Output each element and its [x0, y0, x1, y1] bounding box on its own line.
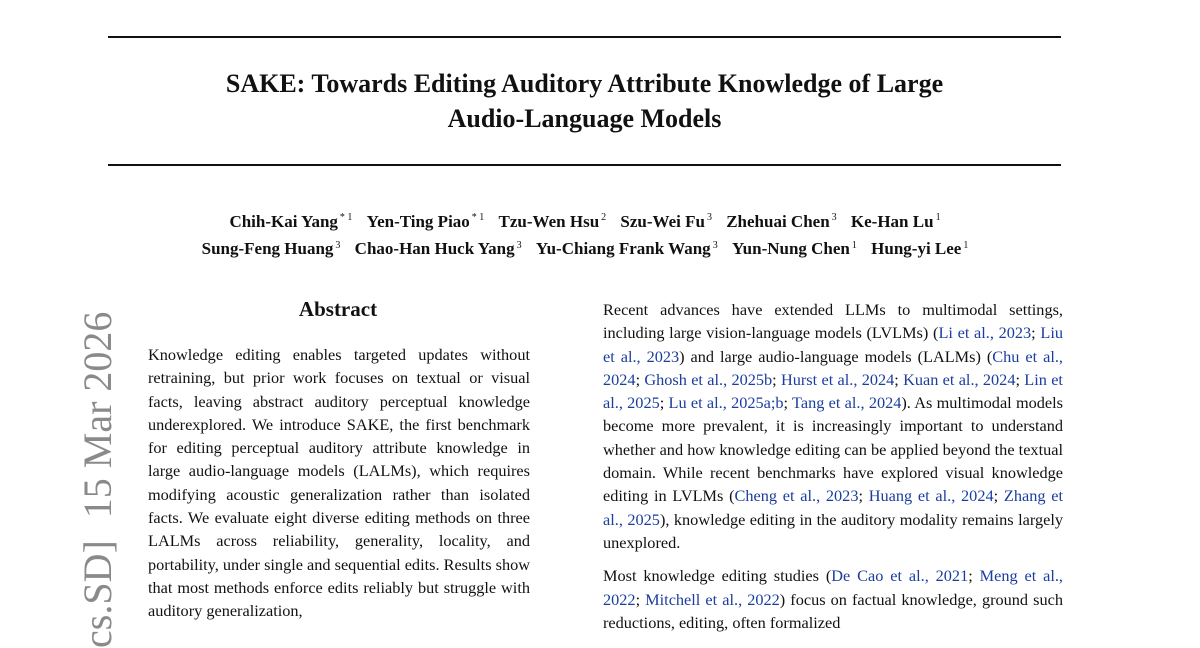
abstract-column [148, 343, 530, 633]
author-name [732, 239, 857, 258]
paragraph-text: ; [1031, 323, 1041, 343]
author-name-text: Zhehuai Chen [726, 211, 830, 231]
arxiv-category: cs.SD] [75, 540, 120, 648]
paragraph-text: ; [659, 393, 669, 413]
paragraph-text: ), knowledge editing in the auditory modality remains largely unexplored. [603, 509, 1063, 552]
title-line-2: Audio-Language Models [447, 104, 722, 133]
author-name [355, 239, 522, 258]
author-name-text: Yun-Nung Chen [731, 239, 850, 259]
citation-link[interactable]: Meng et al., 2022 [603, 566, 1064, 609]
citation-link[interactable]: Kuan et al., 2024 [903, 369, 1016, 389]
abstract-text: Knowledge editing enables targeted updates without retraining, but prior work focuses on textual or visual facts, leaving abstract auditory perceptual knowledge underexplored. We introduce SAKE, the first benchmark for editing perceptual auditory attribute knowledge in large audio-language models (LALMs), which requires modifying acoustic generalization rather than isolated facts. We evaluate eight diverse editing methods on three LALMs across reliability, generality, locality, and portability, under single and sequential edits. Results show that most methods enforce edits reliably but struggle with auditory generalization, [148, 345, 530, 621]
author-name [536, 239, 718, 258]
author-name [202, 239, 341, 258]
citation-link[interactable]: Hurst et al., 2024 [780, 369, 895, 389]
author-name-text: Ke-Han Lu [850, 211, 934, 231]
intro-paragraph-1 [603, 298, 1063, 554]
author-name-text: Szu-Wei Fu [620, 211, 705, 231]
citation-link[interactable]: Cheng et al., 2023 [734, 486, 859, 506]
author-affiliation: 3 [516, 239, 522, 251]
author-name [871, 239, 968, 258]
author-affiliation: 1 [851, 239, 857, 251]
citation-link[interactable]: Chu et al., 2024 [603, 346, 1064, 389]
paragraph-text: ; [894, 369, 904, 389]
author-name [229, 212, 352, 231]
author-name-text: Sung-Feng Huang [201, 239, 334, 259]
citation-link[interactable]: Li et al., 2023 [938, 323, 1032, 343]
paragraph-text: ) focus on factual knowledge, ground such reductions, editing, often formalized [603, 589, 1063, 632]
citation-link[interactable]: Tang et al., 2024 [792, 393, 902, 413]
author-name-text: Yen-Ting Piao [366, 211, 470, 231]
author-name [851, 212, 941, 231]
author-affiliation: 2 [601, 212, 607, 223]
paragraph-text: ; [858, 486, 869, 506]
author-name-text: Chao-Han Huck Yang [354, 239, 515, 259]
author-affiliation: 3 [831, 212, 837, 223]
paragraph-text: Most knowledge editing studies ( [603, 566, 832, 586]
paragraph-text: Recent advances have extended LLMs to multimodal settings, including large vision-language models (LVLMs) ( [603, 300, 1063, 343]
author-line-1 [60, 206, 1110, 234]
author-affiliation: 3 [335, 239, 341, 251]
citation-link[interactable]: Zhang et al., 2025 [603, 486, 1063, 529]
paragraph-text: ; [635, 589, 646, 609]
author-name-text: Yu-Chiang Frank Wang [535, 239, 711, 259]
arxiv-date: 15 Mar 2026 [75, 311, 120, 519]
paragraph-text: ; [783, 393, 793, 413]
citation-link[interactable]: De Cao et al., 2021 [831, 566, 969, 586]
bottom-rule [108, 164, 1061, 166]
citation-link[interactable]: Lin et al., 2025 [603, 369, 1063, 413]
citation-link[interactable]: Ghosh et al., 2025b [644, 369, 773, 389]
paper-title [108, 66, 1061, 136]
author-affiliation: 1 [935, 212, 941, 223]
top-rule [108, 36, 1061, 38]
author-affiliation: 3 [706, 212, 712, 223]
author-name [726, 212, 836, 231]
paragraph-text: ; [772, 369, 781, 389]
paragraph-text: ) and large audio-language models (LALMs) ( [679, 346, 993, 366]
author-list [60, 206, 1110, 261]
paragraph-text: ). As multimodal models become more prevalent, it is increasingly important to understand whether and how knowledge editing can be applied beyond the textual domain. While recent benchmarks have explored visual knowledge editing in LVLMs ( [603, 393, 1063, 506]
author-line-2 [60, 234, 1110, 262]
intro-paragraph-2 [603, 564, 1063, 634]
author-name-text: Tzu-Wen Hsu [498, 211, 600, 231]
paragraph-text: ; [1015, 369, 1025, 389]
abstract-heading: Abstract [298, 297, 378, 321]
introduction-column [603, 298, 1063, 644]
citation-link[interactable]: Mitchell et al., 2022 [645, 589, 780, 609]
author-affiliation: * 1 [339, 212, 353, 223]
author-name [620, 212, 712, 231]
title-line-1: SAKE: Towards Editing Auditory Attribute Knowledge of Large [225, 69, 944, 98]
author-affiliation: 3 [712, 239, 718, 251]
author-affiliation: 1 [963, 239, 969, 251]
paragraph-text: ; [968, 566, 980, 586]
author-name [499, 212, 607, 231]
author-name-text: Chih-Kai Yang [229, 211, 338, 231]
author-affiliation: * 1 [471, 212, 485, 223]
citation-link[interactable]: Huang et al., 2024 [868, 486, 994, 506]
author-name [367, 212, 485, 231]
paragraph-text: ; [993, 486, 1004, 506]
author-name-text: Hung-yi Lee [871, 239, 962, 259]
arxiv-stamp [75, 311, 120, 648]
citation-link[interactable]: Lu et al., 2025a;b [668, 393, 784, 413]
citation-link[interactable]: Liu et al., 2023 [603, 323, 1063, 366]
paragraph-text: ; [635, 369, 645, 389]
